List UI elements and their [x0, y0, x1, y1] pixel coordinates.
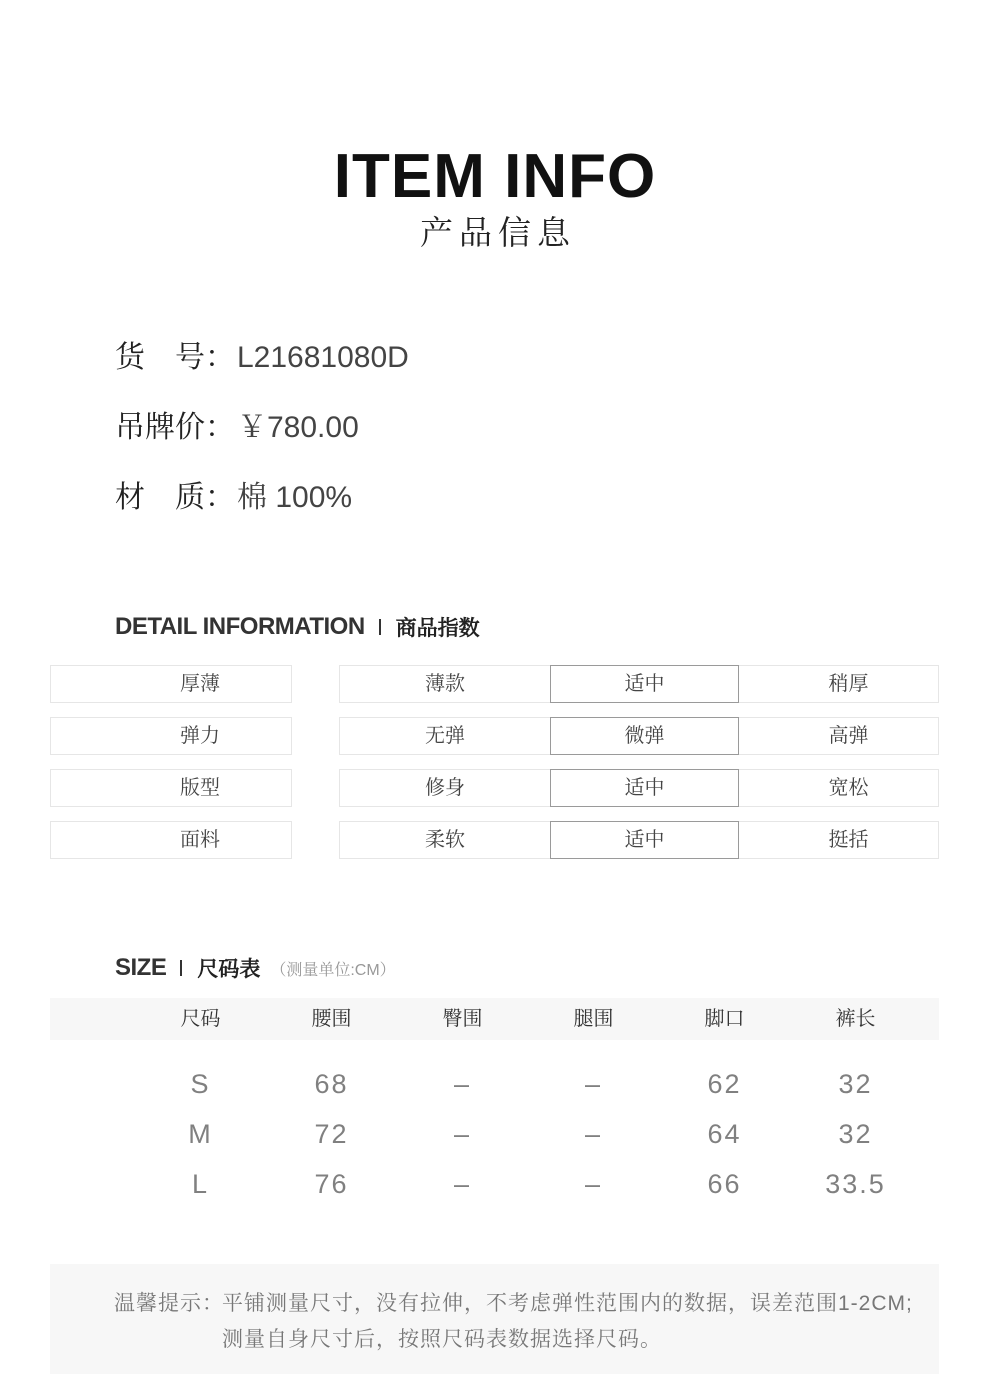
size-unit-note: （测量单位:CM） [270, 961, 396, 979]
size-title-cn: 尺码表 [197, 958, 261, 981]
detail-option: 高弹 [738, 717, 939, 755]
detail-row-label: 版型 [50, 769, 292, 807]
table-cell: – [584, 1069, 603, 1099]
product-code-value: L21681080D [237, 341, 409, 374]
column-header: 腿围 [573, 1008, 614, 1030]
detail-option: 柔软 [339, 821, 551, 859]
detail-option: 修身 [339, 769, 551, 807]
tag-price-label: 吊牌价： [115, 411, 235, 444]
detail-options [339, 821, 939, 859]
table-cell: – [453, 1119, 472, 1149]
tag-price-row [115, 410, 359, 446]
column-header: 尺码 [180, 1008, 221, 1030]
product-code-label: 货 号： [115, 341, 235, 374]
table-cell: 68 [314, 1069, 349, 1099]
table-cell: M [188, 1119, 213, 1149]
detail-option: 稍厚 [738, 665, 939, 703]
detail-row-thickness [50, 665, 939, 703]
detail-index-table [50, 665, 939, 859]
detail-row-elasticity [50, 717, 939, 755]
tips-label: 温馨提示： [114, 1292, 224, 1315]
size-title-en: SIZE [115, 954, 167, 981]
table-cell: 72 [314, 1119, 349, 1149]
table-cell: 32 [838, 1069, 873, 1099]
tips-line: 平铺测量尺寸，没有拉伸，不考虑弹性范围内的数据，误差范围1-2CM; [222, 1292, 913, 1315]
detail-option-selected: 适中 [550, 821, 739, 859]
table-cell: – [584, 1169, 603, 1199]
table-cell: 64 [707, 1119, 742, 1149]
detail-option-selected: 微弹 [550, 717, 739, 755]
table-cell: 33.5 [825, 1169, 886, 1199]
table-cell: S [190, 1069, 211, 1099]
material-label: 材 质： [115, 481, 235, 514]
table-cell: L [191, 1169, 210, 1199]
detail-option: 薄款 [339, 665, 551, 703]
table-cell: 76 [314, 1169, 349, 1199]
column-header: 臀围 [442, 1008, 483, 1030]
table-cell: 66 [707, 1169, 742, 1199]
material-value: 棉 100% [237, 481, 353, 514]
page-subtitle: 产品信息 [420, 214, 576, 251]
detail-title-en: DETAIL INFORMATION [115, 613, 365, 640]
detail-row-label: 面料 [50, 821, 292, 859]
detail-section-header [115, 612, 480, 642]
table-cell: 32 [838, 1119, 873, 1149]
tag-price-value: ￥780.00 [237, 411, 359, 444]
detail-options [339, 665, 939, 703]
detail-row-fabric [50, 821, 939, 859]
detail-option-selected: 适中 [550, 769, 739, 807]
material-row [115, 480, 352, 516]
detail-title-cn: 商品指数 [395, 617, 480, 640]
detail-row-label: 厚薄 [50, 665, 292, 703]
detail-options [339, 717, 939, 755]
table-row [50, 1059, 939, 1109]
detail-option: 宽松 [738, 769, 939, 807]
table-cell: – [453, 1169, 472, 1199]
detail-option: 挺括 [738, 821, 939, 859]
product-code-row [115, 340, 409, 376]
table-cell: 62 [707, 1069, 742, 1099]
table-cell: – [453, 1069, 472, 1099]
column-header: 裤长 [835, 1008, 876, 1030]
size-table-body [50, 1059, 939, 1209]
detail-row-label: 弹力 [50, 717, 292, 755]
detail-option: 无弹 [339, 717, 551, 755]
table-row [50, 1109, 939, 1159]
tips-box [50, 1264, 939, 1374]
header-divider [180, 960, 182, 976]
column-header: 脚口 [704, 1008, 745, 1030]
detail-options [339, 769, 939, 807]
size-section-header [115, 953, 396, 983]
column-header: 腰围 [311, 1008, 352, 1030]
page-title: ITEM INFO [333, 142, 657, 211]
table-row [50, 1159, 939, 1209]
detail-row-fit [50, 769, 939, 807]
size-table-header [50, 998, 939, 1040]
header-divider [379, 619, 381, 635]
tips-line: 测量自身尺寸后，按照尺码表数据选择尺码。 [222, 1328, 662, 1351]
table-cell: – [584, 1119, 603, 1149]
detail-option-selected: 适中 [550, 665, 739, 703]
